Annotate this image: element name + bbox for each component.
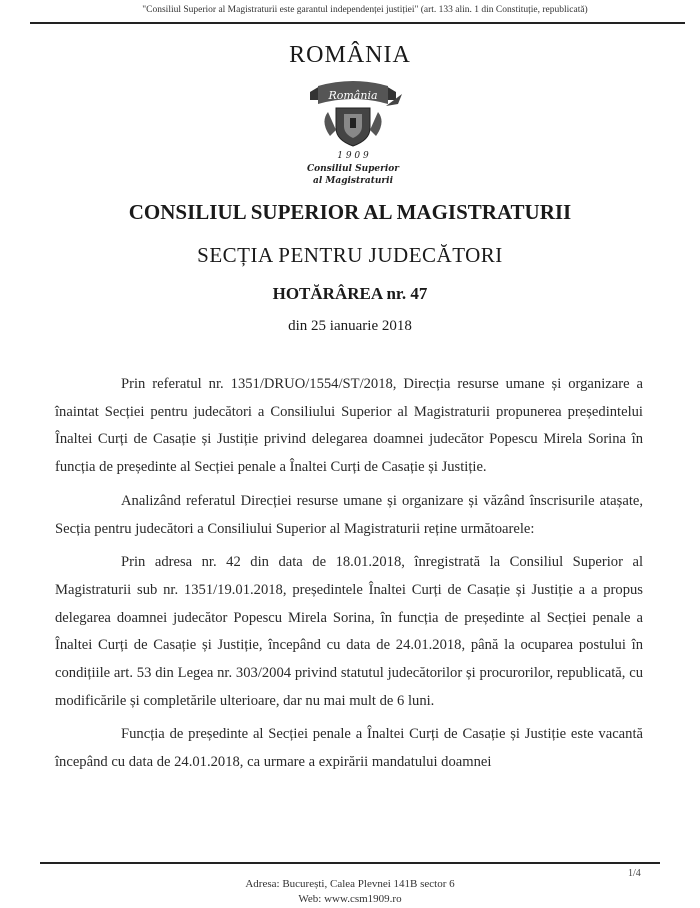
body-paragraph: Prin adresa nr. 42 din data de 18.01.2018, înregistrată la Consiliul Superior al Magistraturii sub nr. 1351/19.01.2018, președintele Înaltei Curți de Casație și Justiție a a propus delegarea doamnei judecător Popescu Mirela Sorina, în funcția de președinte al Secției penale a Înaltei Curți de Casație și Justiție, începând cu data de 24.01.2018, până la ocuparea postului în condițiile art. 53 din Legea nr. 303/2004 privind statutul judecătorilor și procurorilor, republicată, cu modificările și completările ulterioare, dar nu mai mult de 6 luni. (55, 554, 643, 709)
page-number: 1/4 (628, 868, 641, 879)
body-paragraph: Prin referatul nr. 1351/DRUO/1554/ST/2018, Direcția resurse umane și organizare a înaintat Secției pentru judecători a Consiliului Superior al Magistraturii propunerea președintelui Înaltei Curți de Casație și Justiție privind delegarea doamnei judecător Popescu Mirela Sorina în funcția de președinte al Secției penale a Înaltei Curți de Casație și Justiție. (55, 376, 643, 476)
section-title: SECȚIA PENTRU JUDECĂTORI (197, 243, 503, 267)
decision-date: din 25 ianuarie 2018 (288, 318, 412, 334)
document-body (55, 371, 643, 783)
logo-banner-text: România (328, 89, 378, 102)
footer-address: Adresa: București, Calea Plevnei 141B sector 6 (245, 878, 455, 890)
logo-year: 1 9 0 9 (337, 151, 369, 161)
decision-title (0, 284, 700, 304)
country-heading: ROMÂNIA (289, 42, 411, 68)
footer-website: Web: www.csm1909.ro (298, 893, 402, 905)
logo-line-1: Consiliul Superior (306, 164, 400, 174)
decision-label: HOTĂRÂREA (272, 284, 383, 303)
institution-title: CONSILIUL SUPERIOR AL MAGISTRATURII (128, 200, 572, 224)
footer-rule (40, 862, 660, 864)
header-rule (30, 22, 685, 24)
header-quote: "Consiliul Superior al Magistraturii este garantul independenței justiției" (art. 133 alin. 1 din Constituție, republicată) (142, 5, 588, 15)
body-paragraph: Analizând referatul Direcției resurse umane și organizare și văzând înscrisurile atașate, Secția pentru judecători a Consiliului Superior al Magistraturii reține următoarele: (55, 492, 643, 537)
logo-line-2: al Magistraturii (313, 176, 393, 186)
decision-number: nr. 47 (386, 284, 428, 303)
body-paragraph: Funcția de președinte al Secției penale a Înaltei Curți de Casație și Justiție este vacantă începând cu data de 24.01.2018, ca urmare a expirării mandatului doamnei (55, 726, 643, 771)
csm-emblem-logo (298, 78, 408, 190)
